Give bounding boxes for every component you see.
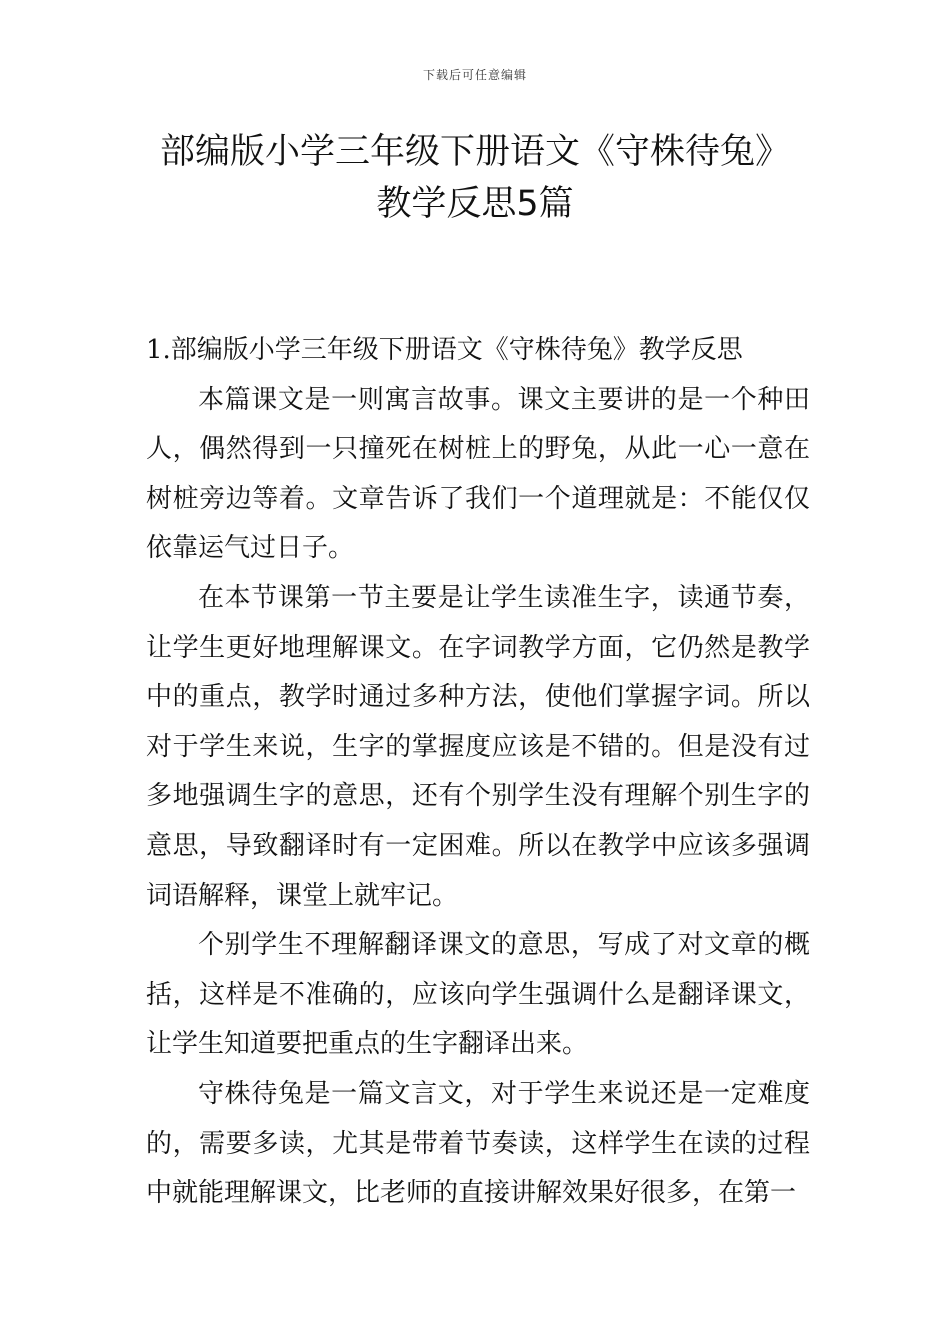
document-title-line-2: 教学反思5篇: [376, 184, 574, 224]
section-heading: 1.部编版小学三年级下册语文《守株待兔》教学反思: [146, 335, 743, 365]
document-title-line-1: 部编版小学三年级下册语文《守株待兔》: [159, 132, 790, 172]
paragraph-3: 个别学生不理解翻译课文的意思，写成了对文章的概括，这样是不准确的，应该向学生强调什么是翻译课文，让学生知道要把重点的生字翻译出来。: [146, 930, 810, 1060]
header-note: 下载后可任意编辑: [422, 68, 527, 82]
paragraph-4: 守株待兔是一篇文言文，对于学生来说还是一定难度的，需要多读，尤其是带着节奏读，这样学生在读的过程中就能理解课文，比老师的直接讲解效果好很多，在第一: [146, 1078, 810, 1209]
document-body: [146, 326, 810, 1219]
paragraph-2: 在本节课第一节主要是让学生读准生字，读通节奏，让学生更好地理解课文。在字词教学方面，它仍然是教学中的重点，教学时通过多种方法，使他们掌握字词。所以对于学生来说，生字的掌握度应该是不错的。但是没有过多地强调生字的意思，还有个别学生没有理解个别生字的意思，导致翻译时有一定困难。所以在教学中应该多强调词语解释，课堂上就牢记。: [146, 582, 810, 911]
paragraph-1: 本篇课文是一则寓言故事。课文主要讲的是一个种田人，偶然得到一只撞死在树桩上的野兔，从此一心一意在树桩旁边等着。文章告诉了我们一个道理就是：不能仅仅依靠运气过日子。: [146, 384, 810, 564]
document-title: [60, 126, 890, 230]
